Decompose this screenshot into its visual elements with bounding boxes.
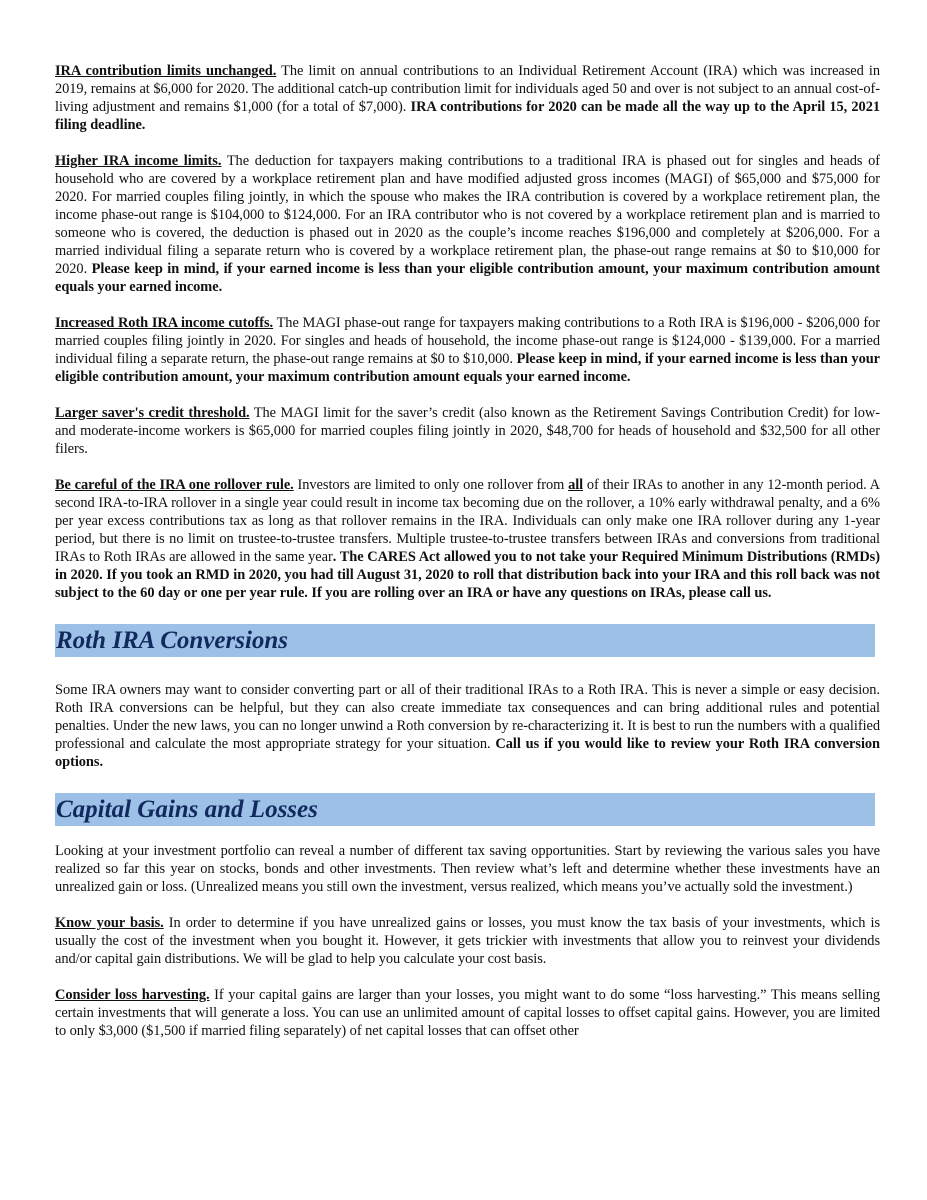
paragraph-savers-credit-threshold xyxy=(55,404,880,458)
section-header-roth-conversions xyxy=(55,624,875,657)
section-title: Capital Gains and Losses xyxy=(56,796,318,823)
paragraph-ira-contribution-limits xyxy=(55,62,880,134)
paragraph-lead: IRA contribution limits unchanged. xyxy=(55,63,277,79)
paragraph-bold-text: IRA contributions for 2020 can be made all the way up to the April 15, 2021 filing deadline. xyxy=(55,99,880,133)
paragraph-text: In order to determine if you have unrealized gains or losses, you must know the tax basis of your investments, which is usually the cost of the investment when you bought it. However, it gets trickier with investments that allow you to reinvest your dividends and/or capital gain distributions. We will be glad to help you calculate your cost basis. xyxy=(55,915,881,967)
paragraph-bold-text: . The CARES Act allowed you to not take your Required Minimum Distributions (RMDs) in 2020. If you took an RMD in 2020, you had till August 31, 2020 to roll that distribution back into your IRA and this roll back was not subject to the 60 day or one per year rule. If you are rolling over an IRA or have any questions on IRAs, please call us. xyxy=(55,549,880,601)
paragraph-text: If your capital gains are larger than your losses, you might want to do some “loss harvesting.” This means selling certain investments that will generate a loss. You can use an unlimited amount of capital losses to offset capital gains. However, you are limited to only $3,000 ($1,500 if married filing separately) of net capital losses that can offset other xyxy=(55,987,880,1039)
paragraph-loss-harvesting xyxy=(55,986,880,1040)
paragraph-text: Some IRA owners may want to consider converting part or all of their traditional IRAs to a Roth IRA. This is never a simple or easy decision. Roth IRA conversions can be helpful, but they can also create immediate tax consequences and can bring additional rules and potential penalties. Under the new laws, you can no longer unwind a Roth conversion by re-characterizing it. It is best to run the numbers with a qualified professional and calculate the most appropriate strategy for your situation. xyxy=(55,682,880,752)
paragraph-text: of their IRAs to another in any 12-month period. A second IRA-to-IRA rollover in a single year could result in income tax becoming due on the rollover, a 10% early withdrawal penalty, and a 6% per year excess contributions tax as long as that rollover remains in the IRA. Individuals can only make one IRA rollover during any 1-year period, but there is no limit on trustee-to-trustee transfers. Multiple trustee-to-trustee transfers between IRAs and conversions from traditional IRAs to Roth IRAs are allowed in the same year xyxy=(55,477,880,565)
paragraph-text: The MAGI limit for the saver’s credit (also known as the Retirement Savings Contribution Credit) for low- and moderate-income workers is $65,000 for married couples filing jointly in 2020, $48,700 for heads of household and $32,500 for all other filers. xyxy=(55,405,880,457)
paragraph-higher-ira-income-limits xyxy=(55,152,880,296)
section-title: Roth IRA Conversions xyxy=(56,627,289,654)
paragraph-lead: Higher IRA income limits. xyxy=(55,153,222,169)
paragraph-text: The MAGI phase-out range for taxpayers making contributions to a Roth IRA is $196,000 - $206,000 for married couples filing jointly in 2020. For singles and heads of household, the income phase-out range is $124,000 - $139,000. For a married individual filing a separate return, the phase-out range remains at $0 to $10,000. xyxy=(55,315,881,367)
paragraph-text: Investors are limited to only one rollover from xyxy=(293,477,569,493)
paragraph-know-your-basis xyxy=(55,914,880,968)
paragraph-lead: Consider loss harvesting. xyxy=(55,987,210,1003)
paragraph-lead: Increased Roth IRA income cutoffs. xyxy=(55,315,274,331)
paragraph-lead: Know your basis. xyxy=(55,915,164,931)
paragraph-text: The deduction for taxpayers making contributions to a traditional IRA is phased out for singles and heads of household who are covered by a workplace retirement plan and have modified adjusted gross incomes (MAGI) of $65,000 and $75,000 for 2020. For married couples filing jointly, in which the spouse who makes the IRA contribution is covered by a workplace retirement plan, the income phase-out range is $104,000 to $124,000. For an IRA contributor who is not covered by a workplace retirement plan and is married to someone who is covered, the deduction is phased out in 2020 as the couple’s income reaches $196,000 and completely at $206,000. For a married individual filing a separate return who is covered by a workplace retirement plan, the phase-out range remains at $0 to $10,000 for 2020. xyxy=(55,153,880,277)
paragraph-roth-income-cutoffs xyxy=(55,314,880,386)
section-header-capital-gains xyxy=(55,793,875,826)
paragraph-roth-conversions xyxy=(55,681,880,771)
paragraph-capital-gains-intro xyxy=(55,842,880,896)
paragraph-bold-text: Please keep in mind, if your earned income is less than your eligible contribution amount, your maximum contribution amount equals your earned income. xyxy=(55,351,881,385)
paragraph-lead: Larger saver's credit threshold. xyxy=(55,405,250,421)
paragraph-bold-text: Call us if you would like to review your Roth IRA conversion options. xyxy=(55,736,880,770)
paragraph-one-rollover-rule xyxy=(55,476,880,602)
paragraph-bold-text: Please keep in mind, if your earned income is less than your eligible contribution amount, your maximum contribution amount equals your earned income. xyxy=(55,261,880,295)
paragraph-lead: Be careful of the IRA one rollover rule. xyxy=(55,477,294,493)
paragraph-text: Looking at your investment portfolio can reveal a number of different tax saving opportunities. Start by reviewing the various sales you have realized so far this year on stocks, bonds and other investments. Then review what’s left and determine whether these investments have an unrealized gain or loss. (Unrealized means you still own the investment, versus realized, which means you’ve actually sold the investment.) xyxy=(55,843,880,895)
paragraph-emphasis: all xyxy=(568,477,584,493)
paragraph-text: The limit on annual contributions to an Individual Retirement Account (IRA) which was increased in 2019, remains at $6,000 for 2020. The additional catch-up contribution limit for individuals aged 50 and over is not subject to an annual cost-of-living adjustment and remains $1,000 (for a total of $7,000). xyxy=(55,63,880,115)
document-page xyxy=(55,62,880,1040)
